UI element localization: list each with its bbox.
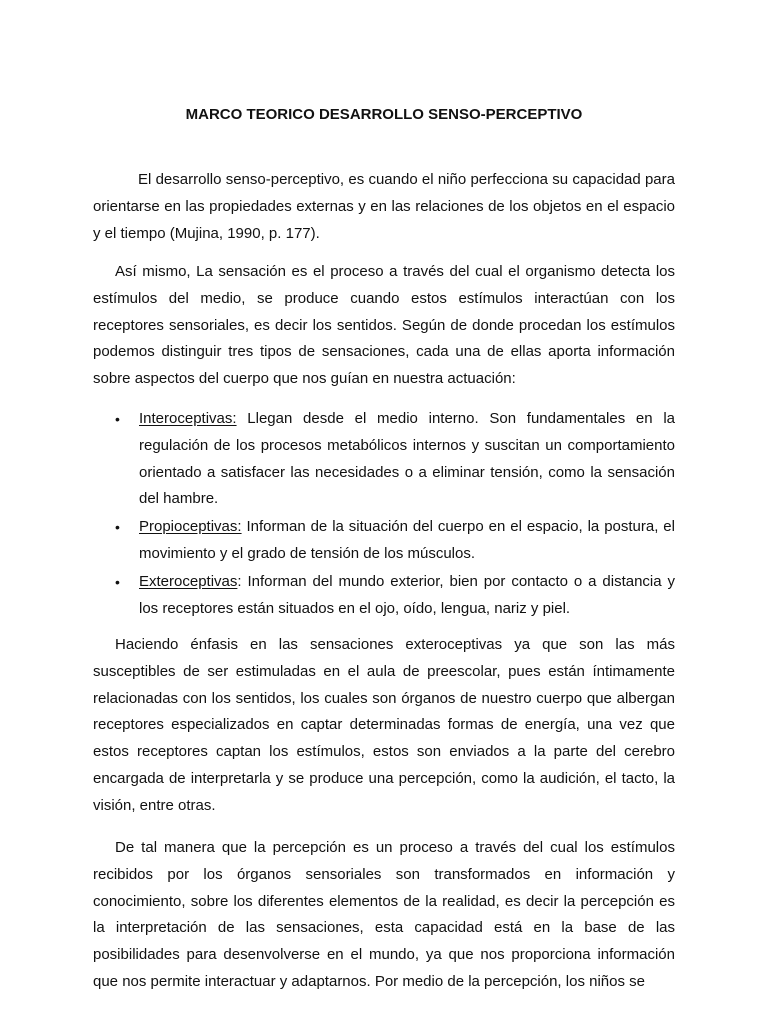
bullet-icon: •: [115, 411, 120, 427]
bullet-icon: •: [115, 573, 120, 590]
definition-exteroceptivas: : Informan del mundo exterior, bien por contacto o a distancia y los receptores están situados en el ojo, oído, lengua, nariz y piel.: [139, 572, 675, 617]
term-exteroceptivas: Exteroceptivas: [139, 572, 238, 590]
definition-interoceptivas: Llegan desde el medio interno. Son fundamentales en la regulación de los procesos metabólicos internos y suscitan un comportamiento orientado a satisfacer las necesidades o a eliminar tensión, como la sensación del hambre.: [139, 410, 675, 508]
paragraph-sensation: Así mismo, La sensación es el proceso a través del cual el organismo detecta los estímulos del medio, se produce cuando estos estímulos interactúan con los receptores sensoriales, es decir los sentidos. Según de donde procedan los estímulos podemos distinguir tres tipos de sensaciones, cada una de ellas aporta información sobre aspectos del cuerpo que nos guían en nuestra actuación:: [93, 263, 675, 388]
list-item-interoceptivas: [93, 406, 675, 513]
list-item-propioceptivas: [93, 514, 675, 568]
paragraph-intro: El desarrollo senso-perceptivo, es cuando el niño perfecciona su capacidad para orientarse en las propiedades externas y en las relaciones de los objetos en el espacio y el tiempo (Mujina, 1990, p. 177).: [93, 171, 675, 242]
paragraph-perception: De tal manera que la percepción es un proceso a través del cual los estímulos recibidos por los órganos sensoriales son transformados en información y conocimiento, sobre los diferentes elementos de la realidad, es decir la percepción es la interpretación de las sensaciones, esta capacidad está en la base de las posibilidades para desenvolverse en el mundo, ya que nos proporciona información que nos permite interactuar y adaptarnos. Por medio de la percepción, los niños se: [93, 839, 675, 990]
definition-propioceptivas: Informan de la situación del cuerpo en el espacio, la postura, el movimiento y el grado de tensión de los músculos.: [139, 518, 675, 562]
term-interoceptivas: Interoceptivas:: [139, 410, 237, 427]
bullet-icon: •: [115, 519, 120, 536]
list-item-exteroceptivas: [93, 569, 675, 623]
document-title: MARCO TEORICO DESARROLLO SENSO-PERCEPTIVO: [185, 106, 583, 123]
sensation-types-list: [93, 406, 675, 622]
paragraph-exteroceptive-emphasis: Haciendo énfasis en las sensaciones exteroceptivas ya que son las más susceptibles de ser estimuladas en el aula de preescolar, pues están íntimamente relacionadas con los sentidos, los cuales son órganos de nuestro cuerpo que albergan receptores especializados en captar determinadas formas de energía, una vez que estos receptores captan los estímulos, estos son enviados a la parte del cerebro encargada de interpretarla y se produce una percepción, como la audición, el tacto, la visión, entre otras.: [93, 636, 675, 814]
term-propioceptivas: Propioceptivas:: [139, 518, 242, 536]
